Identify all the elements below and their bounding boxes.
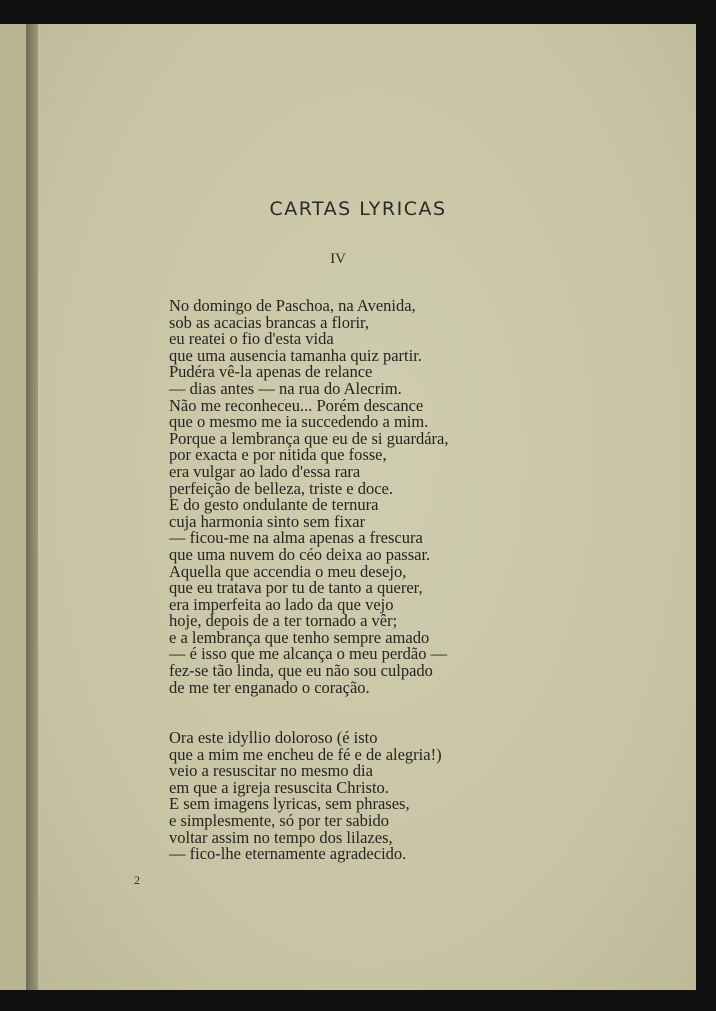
poem-line: — fico-lhe eternamente agradecido.	[169, 844, 407, 864]
poem-line: que o mesmo me ia succedendo a mim.	[169, 412, 429, 432]
poem-line: que uma nuvem do céo deixa ao passar.	[169, 544, 431, 564]
section-number: IV	[330, 251, 346, 267]
poem-line: e a lembrança que tenho sempre amado	[169, 627, 430, 647]
poem-line: cuja harmonia sinto sem fixar	[169, 511, 366, 531]
poem-line: E sem imagens lyricas, sem phrases,	[169, 794, 410, 814]
poem-line: veio a resuscitar no mesmo dia	[169, 761, 373, 781]
poem-line: — ficou-me na alma apenas a frescura	[169, 528, 423, 548]
page-title: CARTAS LYRICAS	[269, 198, 447, 220]
poem-line: voltar assim no tempo dos lilazes,	[169, 827, 393, 847]
poem-line: E do gesto ondulante de ternura	[169, 495, 379, 515]
poem-line: Não me reconheceu... Porém descance	[169, 395, 424, 415]
book-gutter	[26, 24, 38, 990]
poem-line: eu reatei o fio d'esta vida	[169, 329, 334, 349]
poem-line: perfeição de belleza, triste e doce.	[169, 478, 393, 498]
stanza-2	[169, 730, 442, 863]
poem-line: que eu tratava por tu de tanto a querer,	[169, 578, 423, 598]
poem-line: Pudéra vê-la apenas de relance	[169, 362, 373, 382]
poem-line: — dias antes — na rua do Alecrim.	[169, 378, 402, 398]
poem-line: — é isso que me alcança o meu perdão —	[169, 644, 448, 664]
poem-line: fez-se tão linda, que eu não sou culpado	[169, 661, 433, 681]
poem-line: que uma ausencia tamanha quiz partir.	[169, 345, 422, 365]
poem-line: era imperfeita ao lado da que vejo	[169, 594, 394, 614]
page-number: 2	[134, 873, 140, 887]
poem-line: em que a igreja resuscita Christo.	[169, 777, 389, 797]
poem-line: de me ter enganado o coração.	[169, 677, 370, 697]
poem-line: que a mim me encheu de fé e de alegria!)	[169, 744, 442, 764]
poem-line: sob as acacias brancas a florir,	[169, 312, 369, 332]
poem-line: Aquella que accendia o meu desejo,	[169, 561, 407, 581]
poem-line: Porque a lembrança que eu de si guardára,	[169, 428, 449, 448]
previous-page-edge	[0, 24, 26, 990]
poem-line: era vulgar ao lado d'essa rara	[169, 461, 361, 481]
poem-line: e simplesmente, só por ter sabido	[169, 810, 389, 830]
poem-line: No domingo de Paschoa, na Avenida,	[169, 296, 416, 315]
poem-line: hoje, depois de a ter tornado a vêr;	[169, 611, 398, 631]
poem-line: por exacta e por nitida que fosse,	[169, 445, 387, 465]
poem-line: Ora este idyllio doloroso (é isto	[169, 728, 378, 747]
stanza-1	[169, 298, 448, 696]
